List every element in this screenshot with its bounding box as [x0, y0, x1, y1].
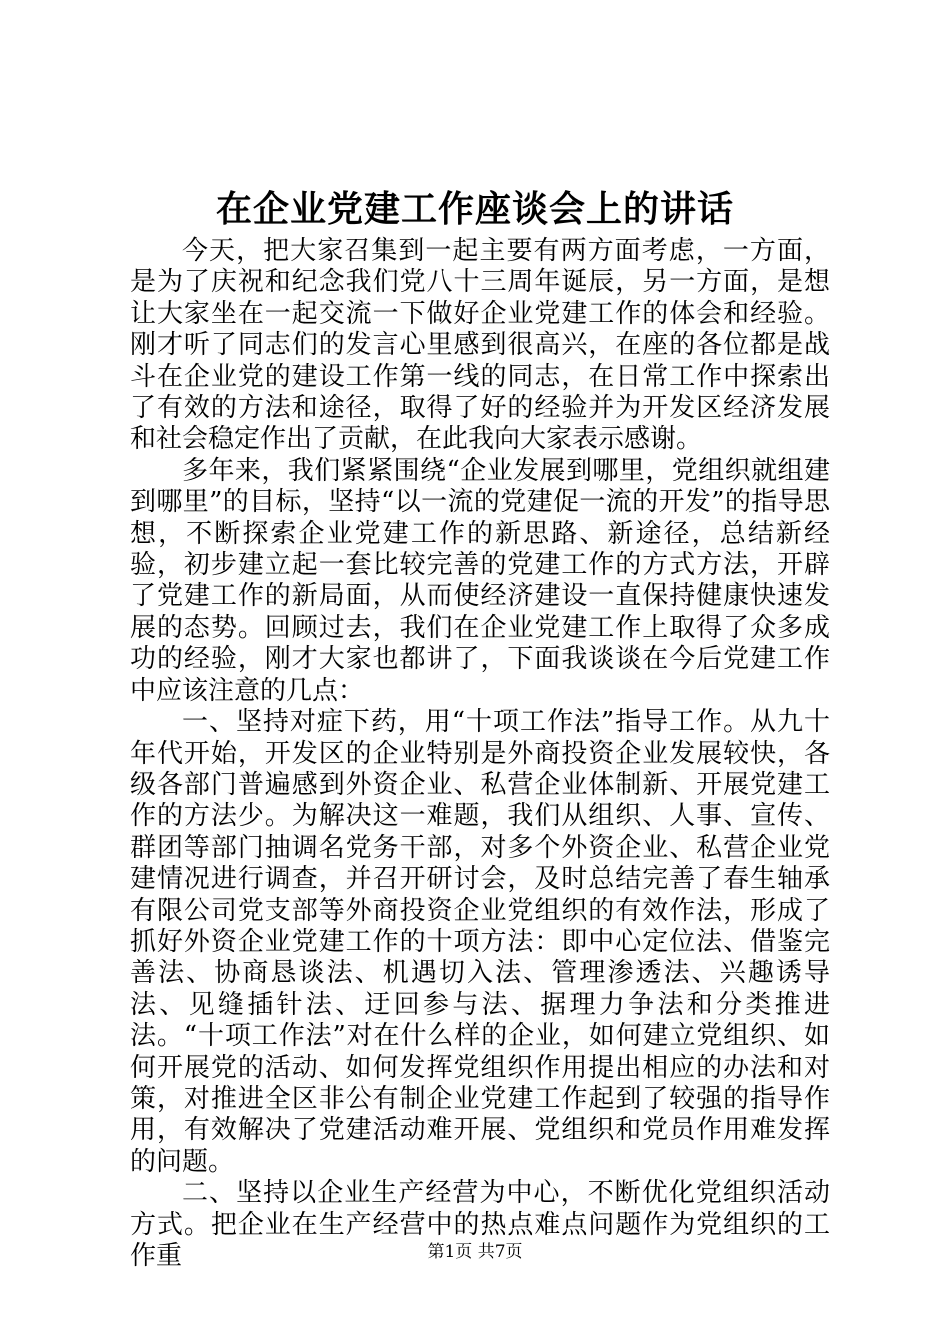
paragraph: 一、坚持对症下药，用“十项工作法”指导工作。从九十年代开始，开发区的企业特别是外商投资企业发展较快，各级各部门普遍感到外资企业、私营企业体制新、开展党建工作的方法少。为解决这一难题，我们从组织、人事、宣传、群团等部门抽调名党务干部，对多个外资企业、私营企业党建情况进行调查，并召开研讨会，及时总结完善了春生轴承有限公司党支部等外商投资企业党组织的有效作法，形成了抓好外资企业党建工作的十项方法：即中心定位法、借鉴完善法、协商恳谈法、机遇切入法、管理渗透法、兴趣诱导法、见缝插针法、迂回参与法、据理力争法和分类推进法。“十项工作法”对在什么样的企业，如何建立党组织、如何开展党的活动、如何发挥党组织作用提出相应的办法和对策，对推进全区非公有制企业党建工作起到了较强的指导作用，有效解决了党建活动难开展、党组织和党员作用难发挥的问题。	[130, 707, 830, 1177]
paragraph: 今天，把大家召集到一起主要有两方面考虑，一方面，是为了庆祝和纪念我们党八十三周年诞辰，另一方面，是想让大家坐在一起交流一下做好企业党建工作的体会和经验。刚才听了同志们的发言心里感到很高兴，在座的各位都是战斗在企业党的建设工作第一线的同志，在日常工作中探索出了有效的方法和途径，取得了好的经验并为开发区经济发展和社会稳定作出了贡献，在此我向大家表示感谢。	[130, 236, 830, 455]
document-title: 在企业党建工作座谈会上的讲话	[215, 188, 734, 230]
document-body	[130, 236, 830, 1272]
page-number-footer: 第1页 共7页	[427, 1242, 523, 1262]
paragraph: 二、坚持以企业生产经营为中心，不断优化党组织活动方式。把企业在生产经营中的热点难点问题作为党组织的工作重	[130, 1178, 830, 1271]
paragraph: 多年来，我们紧紧围绕“企业发展到哪里，党组织就组建到哪里”的目标，坚持“以一流的党建促一流的开发”的指导思想，不断探索企业党建工作的新思路、新途径，总结新经验，初步建立起一套比较完善的党建工作的方式方法，开辟了党建工作的新局面，从而使经济建设一直保持健康快速发展的态势。回顾过去，我们在企业党建工作上取得了众多成功的经验，刚才大家也都讲了，下面我谈谈在今后党建工作中应该注意的几点：	[130, 455, 830, 706]
